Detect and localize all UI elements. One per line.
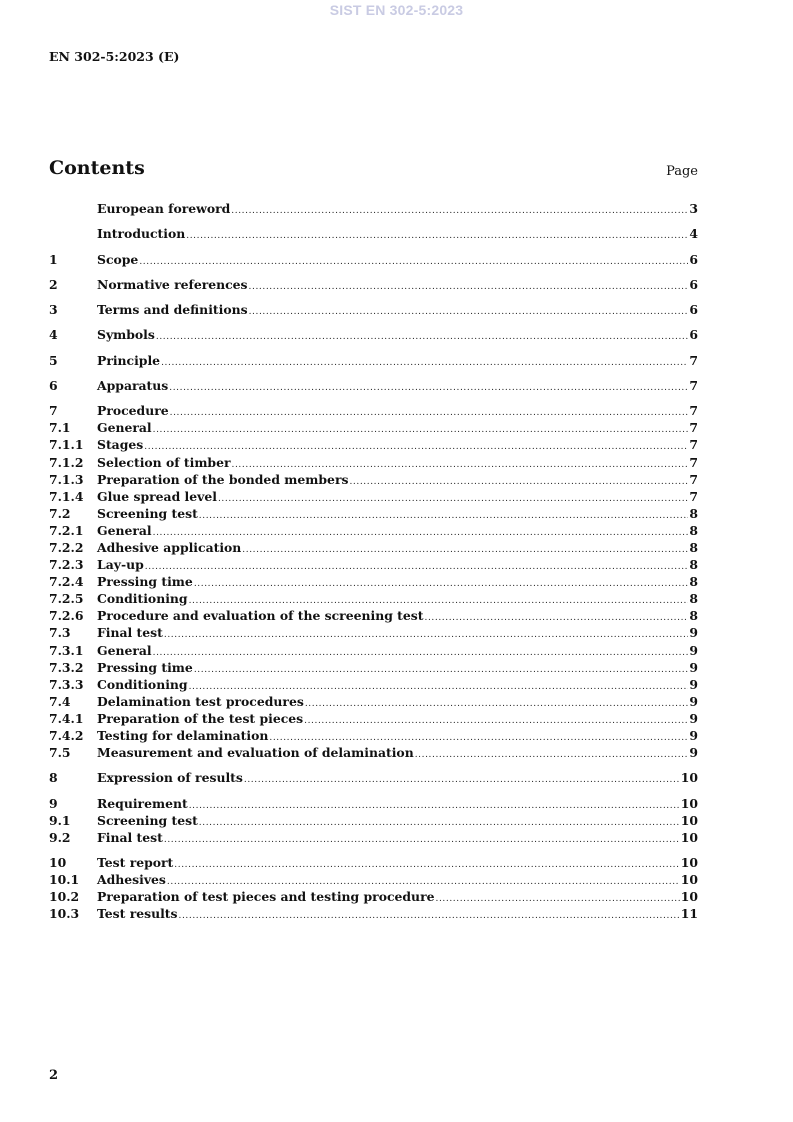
toc-entry[interactable] [49,829,698,846]
toc-entry[interactable] [49,812,698,829]
toc-dot-leader [199,815,680,832]
watermark: SIST EN 302-5:2023 [329,2,464,18]
toc-dot-leader [424,610,688,627]
toc-entry[interactable] [49,607,698,624]
toc-entry-title: Final test [97,829,163,845]
toc-entry-title: Symbols [97,327,155,343]
toc-entry[interactable] [49,471,698,488]
toc-entry-number: 9.2 [49,829,71,845]
toc-dot-leader [189,798,680,815]
toc-entry-title: Conditioning [97,676,188,692]
toc-entry-page: 7 [689,437,698,453]
toc-entry-page: 6 [689,302,698,318]
toc-dot-leader [161,355,688,372]
toc-entry-title: Preparation of test pieces and testing procedure [97,889,435,905]
toc-dot-leader [145,559,689,576]
toc-entry[interactable] [49,676,698,693]
toc-entry-page: 9 [689,676,698,692]
toc-entry-title: Test report [97,855,174,871]
toc-entry-page: 7 [689,488,698,504]
toc-entry-page: 8 [689,574,698,590]
toc-entry[interactable] [49,573,698,590]
toc-entry-number: 7.3.1 [49,642,84,658]
toc-entry-title: Test results [97,906,178,922]
toc-entry-page: 9 [689,625,698,641]
toc-entry-title: Delamination test procedures [97,693,304,709]
toc-entry[interactable] [49,905,698,922]
toc-entry-number: 5 [49,352,58,368]
toc-entry[interactable] [49,590,698,607]
toc-entry-number: 9.1 [49,812,71,828]
toc-entry[interactable] [49,539,698,556]
toc-entry-number: 1 [49,251,58,267]
toc-entry-page: 7 [689,377,698,393]
toc-entry-title: Apparatus [97,377,169,393]
toc-entry[interactable] [49,522,698,539]
toc-entry[interactable] [49,769,698,786]
toc-entry-number: 7.4 [49,693,71,709]
toc-entry-page: 6 [689,251,698,267]
toc-entry[interactable] [49,744,698,761]
toc-entry[interactable] [49,727,698,744]
toc-entry-number: 7.1.1 [49,437,84,453]
toc-entry-number: 3 [49,302,58,318]
toc-entry-page: 10 [680,889,698,905]
toc-entry-number: 7.3.2 [49,659,84,675]
toc-entry-number: 7.5 [49,745,71,761]
toc-entry-title: Measurement and evaluation of delamination [97,745,414,761]
toc-entry-number: 7.1.4 [49,488,84,504]
toc-entry[interactable] [49,454,698,471]
toc-entry[interactable] [49,352,698,369]
toc-entry-title: Screening test [97,812,198,828]
toc-entry-title: General [97,522,152,538]
toc-entry-page: 10 [680,872,698,888]
toc-entry-number: 10.2 [49,889,80,905]
toc-entry-title: Adhesives [97,872,166,888]
toc-entry-title: Screening test [97,505,198,521]
toc-entry-title: General [97,642,152,658]
toc-dot-leader [153,422,689,439]
toc-entry[interactable] [49,624,698,641]
toc-entry-page: 10 [680,812,698,828]
toc-entry-title: Expression of results [97,770,243,786]
toc-entry-number: 7.1.3 [49,471,84,487]
toc-entry-number: 7.2.1 [49,522,84,538]
toc-dot-leader [415,747,689,764]
toc-entry-page: 9 [689,642,698,658]
toc-entry-page: 8 [689,522,698,538]
toc-entry-title: Principle [97,352,161,368]
toc-entry-page: 8 [689,557,698,573]
toc-entry-title: Conditioning [97,591,188,607]
page-column-label: Page [666,164,698,179]
toc-dot-leader [199,508,689,525]
toc-entry-number: 6 [49,377,58,393]
toc-entry-page: 10 [680,829,698,845]
contents-title: Contents [49,157,145,179]
document-id: EN 302-5:2023 (E) [49,49,180,64]
toc-dot-leader [349,474,688,491]
toc-entry-number: 7.1 [49,420,71,436]
toc-entry-page: 9 [689,745,698,761]
toc-dot-leader [169,380,688,397]
toc-entry-title: Preparation of the test pieces [97,710,304,726]
toc-dot-leader [304,713,688,730]
toc-entry-page: 9 [689,710,698,726]
toc-dot-leader [170,405,689,422]
toc-dot-leader [249,304,689,321]
toc-entry-title: Preparation of the bonded members [97,471,349,487]
toc-entry-number: 7.2.4 [49,574,84,590]
toc-entry-number: 7.3.3 [49,676,84,692]
toc-entry-page: 9 [689,659,698,675]
toc-dot-leader [164,627,689,644]
toc-entry-page: 7 [689,420,698,436]
toc-entry-title: Selection of timber [97,454,231,470]
toc-entry-title: Normative references [97,276,248,292]
toc-entry[interactable] [49,795,698,812]
toc-entry-title: Adhesive application [97,540,242,555]
toc-entry[interactable] [49,326,698,343]
table-of-contents [49,200,698,923]
toc-dot-leader [139,254,688,271]
toc-entry-number: 10 [49,855,67,871]
toc-dot-leader [194,662,689,679]
toc-entry[interactable] [49,251,698,268]
toc-entry-number: 7.2 [49,505,71,521]
toc-entry-title: Pressing time [97,659,193,675]
toc-entry[interactable] [49,436,698,453]
toc-entry-number: 7 [49,403,58,419]
toc-entry-title: Glue spread level [97,488,217,504]
toc-entry-title: Requirement [97,795,188,811]
toc-entry-page: 8 [689,505,698,521]
toc-entry-page: 6 [689,327,698,343]
toc-entry-page: 8 [689,608,698,624]
toc-entry[interactable] [49,225,698,242]
toc-entry-page: 8 [689,540,698,555]
toc-dot-leader [231,203,688,220]
toc-entry[interactable] [49,693,698,710]
toc-entry-page: 11 [680,906,698,922]
toc-entry[interactable] [49,301,698,318]
toc-entry-page: 10 [680,770,698,786]
toc-dot-leader [186,228,688,245]
toc-entry-page: 10 [680,795,698,811]
toc-dot-leader [242,542,688,559]
toc-entry[interactable] [49,888,698,905]
toc-dot-leader [174,857,679,874]
toc-entry-number: 7.2.3 [49,557,84,573]
toc-entry-number: 7.3 [49,625,71,641]
toc-entry-title: Testing for delamination [97,728,269,744]
toc-entry-title: European foreword [97,201,231,216]
toc-entry[interactable] [49,642,698,659]
toc-entry-number: 7.2.6 [49,608,84,624]
toc-entry[interactable] [49,556,698,573]
toc-entry[interactable] [49,659,698,676]
toc-dot-leader [249,279,689,296]
toc-entry-number: 7.2.2 [49,540,84,555]
toc-dot-leader [244,772,680,789]
toc-entry-title: Procedure [97,403,169,419]
toc-entry[interactable] [49,200,698,217]
toc-entry-page: 8 [689,591,698,607]
toc-dot-leader [435,891,679,908]
toc-dot-leader [194,576,689,593]
toc-entry-title: Final test [97,625,163,641]
toc-entry-number: 10.3 [49,906,80,922]
toc-dot-leader [305,696,689,713]
toc-entry[interactable] [49,505,698,522]
toc-entry-number: 8 [49,770,58,786]
toc-entry-page: 7 [689,352,698,368]
toc-entry-number: 7.1.2 [49,454,84,470]
toc-entry-number: 7.4.2 [49,728,84,744]
toc-entry-number: 9 [49,795,58,811]
toc-entry-page: 7 [689,454,698,470]
toc-entry[interactable] [49,871,698,888]
toc-entry-title: Introduction [97,226,186,242]
footer-page-number: 2 [49,1068,59,1083]
toc-entry-title: Terms and definitions [97,302,248,318]
toc-entry[interactable] [49,710,698,727]
toc-entry-page: 9 [689,728,698,744]
toc-entry-page: 7 [689,471,698,487]
toc-entry-title: General [97,420,152,436]
toc-entry[interactable] [49,402,698,419]
toc-entry-page: 3 [689,201,698,216]
toc-entry-page: 10 [680,855,698,871]
toc-entry[interactable] [49,854,698,871]
toc-entry-page: 7 [689,403,698,419]
toc-entry[interactable] [49,488,698,505]
toc-dot-leader [164,832,680,849]
toc-dot-leader [179,908,680,925]
toc-dot-leader [153,645,689,662]
toc-entry-number: 10.1 [49,872,80,888]
toc-entry-number: 2 [49,276,58,292]
toc-entry[interactable] [49,419,698,436]
toc-entry-title: Pressing time [97,574,193,590]
toc-entry-number: 7.2.5 [49,591,84,607]
toc-dot-leader [218,491,688,508]
toc-entry-title: Lay-up [97,557,144,573]
toc-entry-title: Procedure and evaluation of the screening test [97,608,424,624]
toc-entry-title: Scope [97,251,139,267]
toc-dot-leader [156,329,689,346]
toc-entry[interactable] [49,377,698,394]
toc-entry-page: 9 [689,693,698,709]
toc-entry[interactable] [49,276,698,293]
toc-entry-title: Stages [97,437,144,453]
toc-entry-number: 7.4.1 [49,710,84,726]
toc-entry-number: 4 [49,327,58,343]
toc-entry-page: 6 [689,276,698,292]
toc-entry-page: 4 [689,226,698,242]
